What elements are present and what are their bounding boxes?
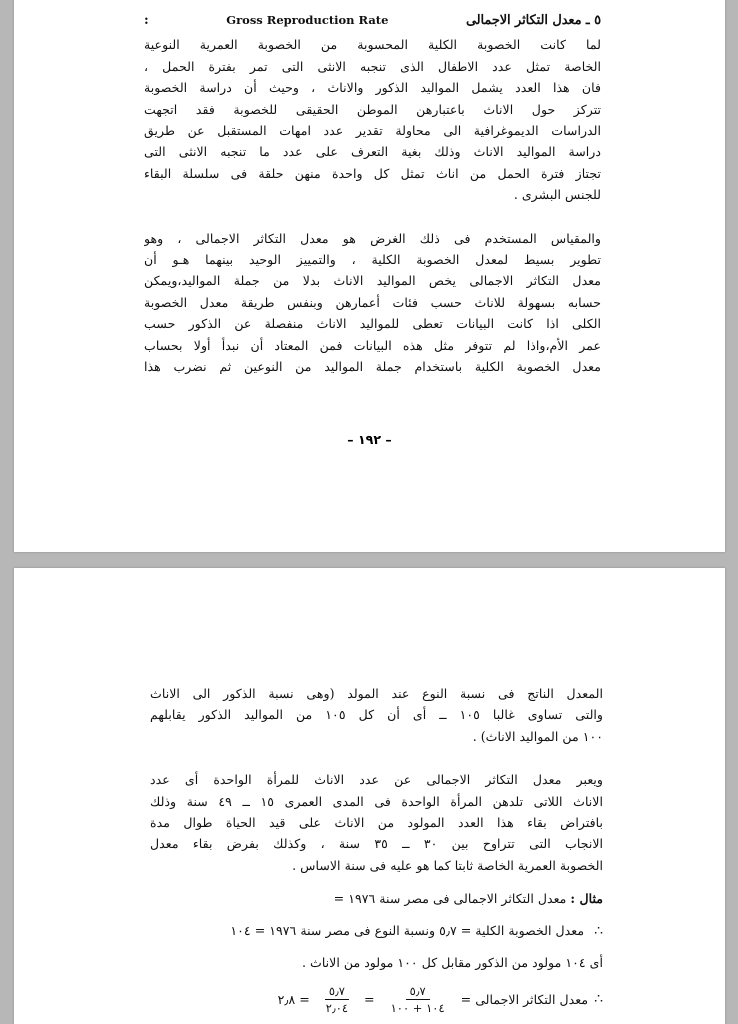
paragraph-2 bbox=[150, 769, 603, 876]
paragraph-2 bbox=[144, 228, 601, 378]
heading-arabic bbox=[466, 10, 601, 31]
heading-title-english: Gross Reproduction Rate bbox=[226, 13, 389, 27]
text-line: والتى تساوى غالبا ١٠٥ ــ أى أن كل ١٠٥ من المواليد الذكور يقابلهم bbox=[150, 707, 603, 723]
text-line: بافتراض بقاء هذا العدد المولود من الاناث على قيد الحياة طوال مدة bbox=[150, 815, 603, 831]
fraction-denominator: ١٠٤ + ١٠٠ bbox=[390, 1001, 445, 1016]
calc-line-1 bbox=[150, 920, 603, 942]
heading-colon: : bbox=[144, 13, 149, 28]
page-2-text bbox=[150, 683, 603, 1016]
equals-sign: = bbox=[364, 992, 375, 1008]
example-label: مثال : bbox=[570, 891, 603, 907]
document-page-1 bbox=[14, 0, 725, 552]
text-line: الدراسات الديموغرافية الى محاولة تقدير عدد امهات المستقبل عن طريق bbox=[144, 123, 601, 139]
fraction-numerator: ٥٫٧ bbox=[325, 983, 349, 1000]
formula-result: ٢٫٨ bbox=[277, 992, 296, 1008]
text-line: ويعبر معدل التكاثر الاجمالى عن عدد الاناث للمرأة الواحدة أى عدد bbox=[150, 772, 603, 788]
section-heading bbox=[144, 10, 601, 31]
text-line: تتركز حول الاناث باعتبارهن الموطن الحقيقى للخصوبة فقد اتجهت bbox=[144, 101, 601, 117]
text-line: الاناث اللاتى تلدهن المرأة الواحدة فى المدى العمرى ١٥ ــ ٤٩ سنة وذلك bbox=[150, 793, 603, 809]
text-line: الخاصة تمثل عدد الاطفال الذى تنجبه الانثى التى تمر بفترة الحمل ، bbox=[144, 58, 601, 74]
text-line: المعدل الناتج فى نسبة النوع عند المولد (وهى نسبة الذكور الى الاناث bbox=[150, 686, 603, 701]
fraction-denominator: ٢٫٠٤ bbox=[325, 1001, 349, 1016]
text-line: حسابه بسهولة للاناث حسب فئات أعمارهن وبنفس طريقة معدل الخصوبة bbox=[144, 294, 601, 310]
equals-sign: = bbox=[299, 992, 310, 1008]
text-line: معدل التكاثر الاجمالى يخص المواليد الاناث بدلا من جملة المواليد،ويمكن bbox=[144, 273, 601, 289]
heading-title-arabic: معدل التكاثر الاجمالى bbox=[465, 13, 582, 28]
fraction-numerator: ٥٫٧ bbox=[406, 983, 430, 1000]
heading-number: ٥ ـ bbox=[585, 13, 601, 28]
page-number: – ١٩٢ – bbox=[347, 432, 392, 447]
fraction-1 bbox=[387, 983, 449, 1016]
fraction-2 bbox=[322, 983, 352, 1016]
formula-line bbox=[150, 983, 603, 1016]
page-1-text bbox=[144, 10, 601, 400]
formula-lhs: معدل التكاثر الاجمالى bbox=[475, 992, 589, 1008]
text-line: الانجاب التى تتراوح بين ٣٠ ــ ٣٥ سنة ، وكذلك بفرض بقاء معدل bbox=[150, 836, 603, 852]
paragraph-1 bbox=[150, 683, 603, 747]
example-line bbox=[150, 888, 603, 909]
calc-line-2 bbox=[150, 952, 603, 973]
equals-sign: = bbox=[460, 992, 472, 1008]
text-line: للجنس البشرى . bbox=[513, 187, 601, 203]
text-line: تجتاز فترة الحمل من اناث تمثل كل واحدة منهن حلقة فى سلسلة البقاء bbox=[144, 165, 601, 181]
text-line: الكلى اذا كانت البيانات تعطى للمواليد الاناث منفصلة عن الذكور حسب bbox=[144, 316, 601, 332]
document-page-2 bbox=[14, 568, 725, 1024]
therefore-symbol: ∴ bbox=[594, 922, 603, 939]
text-line: الخصوبة العمرية الخاصة ثابتا كما هو عليه فى سنة الاساس . bbox=[292, 857, 603, 873]
therefore-symbol: ∴ bbox=[594, 991, 603, 1008]
text-line: عمر الأم،واذا لم تتوفر مثل هذه البيانات فمن المعتاد أن نبدأ أولا بحساب bbox=[144, 337, 601, 353]
text-line: معدل الخصوبة الكلية باستخدام جملة المواليد من النوعين ثم نضرب هذا bbox=[144, 359, 601, 375]
text-line: لما كانت الخصوبة الكلية المحسوبة من الخصوبة العمرية النوعية bbox=[144, 37, 601, 53]
text-line: تطوير بسيط لمعدل الخصوبة الكلية ، والتمييز الوحيد بينهما هـو أن bbox=[144, 252, 601, 268]
text-line: ١٠٠ من المواليد الاناث) . bbox=[472, 728, 603, 744]
calc-text-1: معدل الخصوبة الكلية = ٥٫٧ ونسبة النوع فى مصر سنة ١٩٧٦ = ١٠٤ bbox=[230, 922, 585, 938]
text-line: فان هذا العدد يشمل المواليد الذكور والاناث ، وحيث أن دراسة الخصوبة bbox=[144, 80, 601, 96]
example-text: معدل التكاثر الاجمالى فى مصر سنة ١٩٧٦ = bbox=[333, 891, 567, 907]
text-line: والمقياس المستخدم فى ذلك الغرض هو معدل التكاثر الاجمالى ، وهو bbox=[144, 230, 601, 246]
paragraph-1 bbox=[144, 34, 601, 205]
heading-english bbox=[226, 10, 388, 31]
text-line: دراسة المواليد الاناث وذلك بغية التعرف على عدد ما تنجبه الانثى التى bbox=[144, 144, 601, 160]
calc-text-2: أى ١٠٤ مولود من الذكور مقابل كل ١٠٠ مولود من الاناث . bbox=[301, 955, 603, 971]
